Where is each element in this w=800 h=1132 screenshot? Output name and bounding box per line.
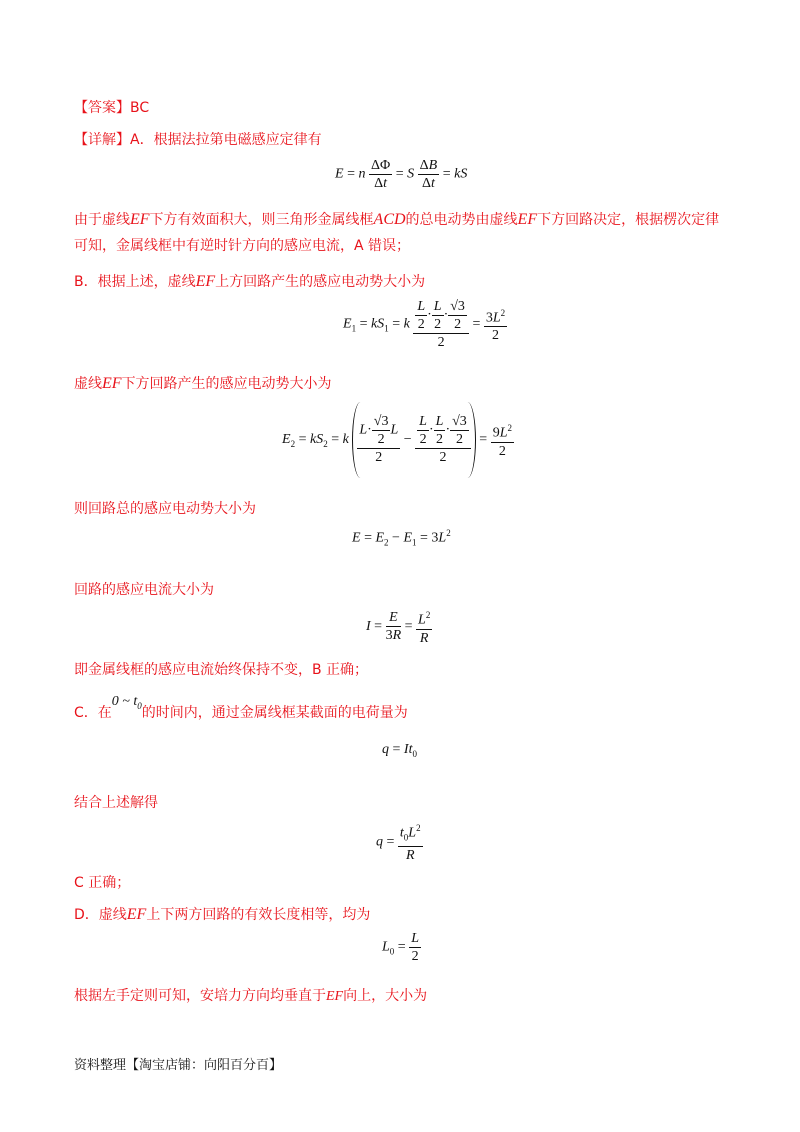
answer-label: 【答案】 (74, 100, 130, 116)
var-ef: EF (130, 211, 150, 228)
detail-c-2: 结合上述解得 (74, 795, 158, 811)
formula-charge: $q = It_0$ (382, 742, 417, 759)
formula-e1: $E_1 = kS_1 = k$ $\frac{L}{2}$ · $\frac{L}{2}$ · $\frac{√3}{2}$ 2 = $\frac{3L^2}{2}$ (343, 299, 506, 350)
detail-a-intro: 【详解】A．根据法拉第电磁感应定律有 (74, 132, 322, 148)
detail-c-3: C 正确； (74, 875, 131, 891)
formula-faraday: E = n $\frac{\Delta\Phi}{\Delta t}$ = S $\frac{\Delta B}{\Delta t}$ = kS (335, 158, 468, 191)
detail-b-4: 回路的感应电流大小为 (74, 582, 214, 598)
detail-b-1: B．根据上述，虚线EF上方回路产生的感应电动势大小为 (74, 273, 426, 290)
answer-line (74, 98, 149, 118)
detail-b-5: 即金属线框的感应电流始终保持不变，B 正确； (74, 662, 369, 678)
formula-length: $L_0$ = $\frac{L}{2}$ (382, 931, 419, 964)
var-ef: EF (517, 211, 538, 228)
footer-note: 资料整理【淘宝店铺：向阳百分百】 (74, 1058, 283, 1073)
detail-c-1: C．在0 ~ $t_0$的时间内，通过金属线框某截面的电荷量为 (74, 694, 408, 721)
detail-d-2: 根据左手定则可知，安培力方向均垂直于EF向上，大小为 (74, 988, 428, 1004)
var-acd: ACD (373, 211, 406, 228)
detail-b-2: 虚线EF下方回路产生的感应电动势大小为 (74, 375, 332, 392)
formula-e2: $E_2 = kS_2 = k$ L· $\frac{√3}{2}$ L 2 − $\frac{L}{2}$ · $\frac{L}{2}$ · $\frac{√3}{2}$ 2 = $\frac{9L^2}{2}$ (282, 402, 514, 478)
detail-d-1: D．虚线EF上下两方回路的有效长度相等，均为 (74, 906, 371, 923)
formula-charge-result: q = $\frac{t_0L^2}{R}$ (376, 820, 423, 864)
formula-e-total: $E = E_2 - E_1 = 3L^2$ (352, 528, 451, 548)
formula-current: I = $\frac{E}{3R}$ = $\frac{L^2}{R}$ (366, 607, 432, 647)
detail-b-3: 则回路总的感应电动势大小为 (74, 501, 256, 517)
detail-a-body: 由于虚线EF下方有效面积大，则三角形金属线框ACD的总电动势由虚线EF下方回路决定，根据楞次定律可知，金属线框中有逆时针方向的感应电流，A 错误； (74, 211, 720, 254)
answer-value: BC (130, 100, 150, 116)
detail-label: 【详解】 (74, 132, 130, 148)
